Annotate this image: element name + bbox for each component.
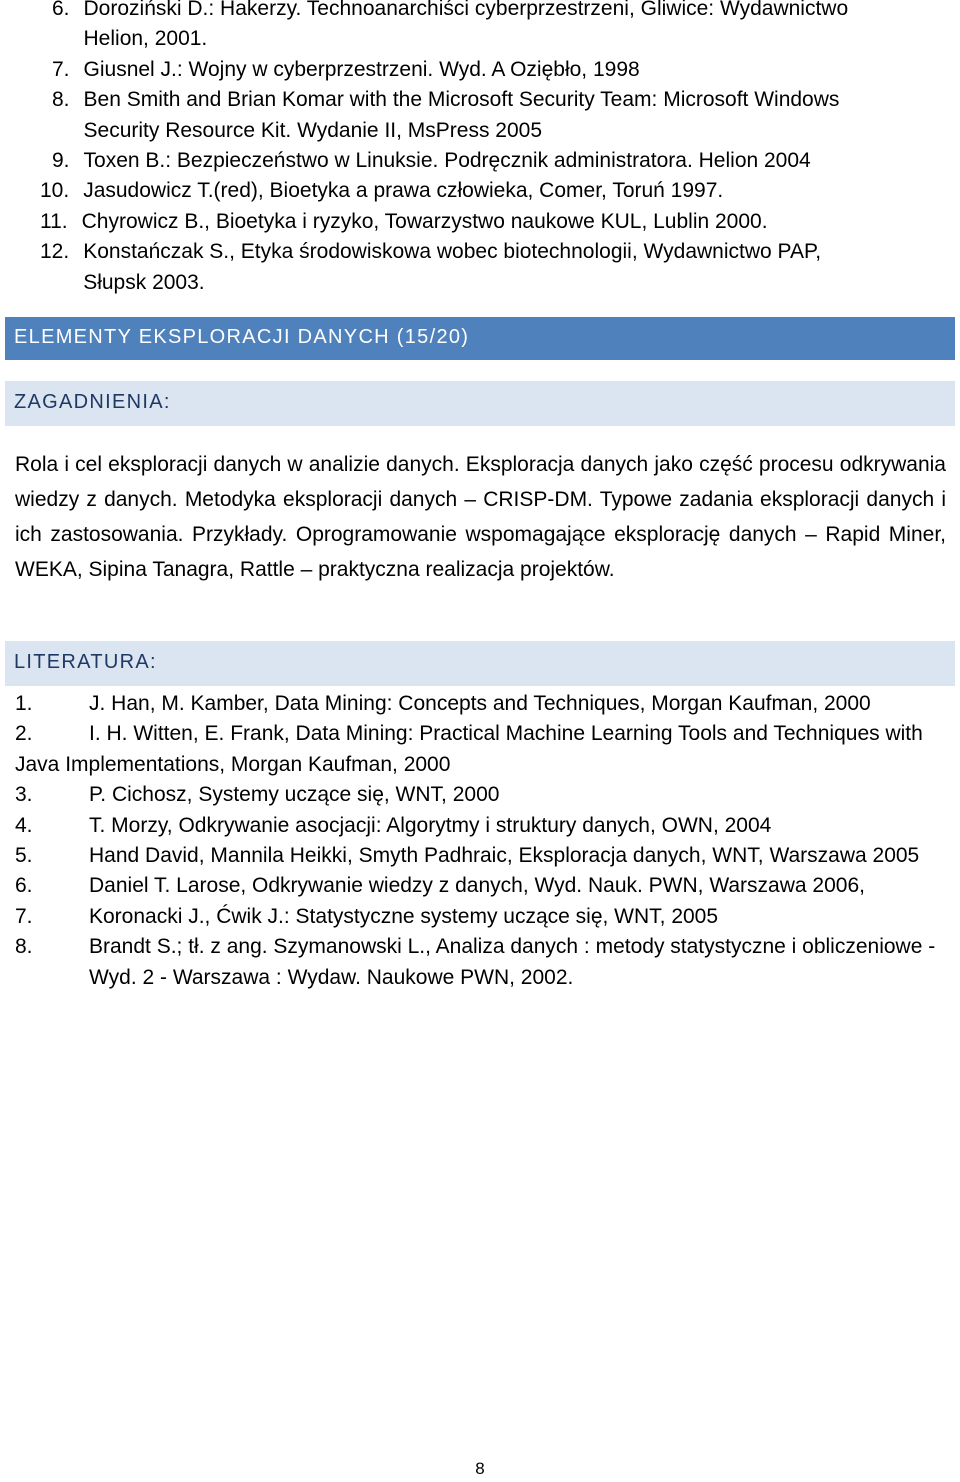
list-item [15,932,945,993]
list-item-number: 7. [15,904,33,928]
list-item-number: 3. [15,783,33,807]
list-item-number: 4. [15,813,33,837]
list-item-line: Helion, 2001. [83,27,208,51]
list-item-text: T. Morzy, Odkrywanie asocjacji: Algorytmy i struktury danych, OWN, 2004 [89,813,772,837]
topics-heading: ZAGADNIENIA: [14,391,171,413]
list-item [15,719,945,780]
list-item-line: Konstańczak S., Etyka środowiskowa wobec biotechnologii, Wydawnictwo PAP, [83,240,822,264]
list-item-line: Chyrowicz B., Bioetyka i ryzyko, Towarzystwo naukowe KUL, Lublin 2000. [81,209,768,233]
list-item-text: Daniel T. Larose, Odkrywanie wiedzy z danych, Wyd. Nauk. PWN, Warszawa 2006, [89,874,865,898]
list-item-number: 5. [15,844,33,868]
literature-heading: LITERATURA: [14,651,157,673]
list-item [15,841,945,871]
list-item-text: I. H. Witten, E. Frank, Data Mining: Practical Machine Learning Tools and Techniques with Java Implementations, Morgan Kaufman, 2000 [15,722,923,776]
literature-heading-bar [5,641,955,686]
list-item [15,811,945,841]
list-item-line: Toxen B.: Bezpieczeństwo w Linuksie. Podręcznik administratora. Helion 2004 [83,149,811,173]
section-title-bar [5,317,955,360]
page-number: 8 [475,1459,485,1478]
list-item [15,871,945,901]
list-item-number: 2. [15,722,33,746]
list-item-text: J. Han, M. Kamber, Data Mining: Concepts and Techniques, Morgan Kaufman, 2000 [89,692,871,715]
list-item [15,689,945,719]
list-item-text: Brandt S.; tł. z ang. Szymanowski L., Analiza danych : metody statystyczne i obliczeniowe - Wyd. 2 - Warszawa : Wydaw. Naukowe PWN, 2002. [89,935,936,989]
list-item-line: Ben Smith and Brian Komar with the Microsoft Security Team: Microsoft Windows [83,88,840,112]
list-item: 7. Giusnel J.: Wojny w cyberprzestrzeni. Wyd. A Oziębło, 1998 [52,55,952,85]
list-item-number: 6. [15,874,33,898]
list-item: 9. Toxen B.: Bezpieczeństwo w Linuksie. Podręcznik administratora. Helion 2004 [52,146,952,176]
list-item-text: Hand David, Mannila Heikki, Smyth Padhraic, Eksploracja danych, WNT, Warszawa 2005 [89,844,920,868]
list-item [15,902,945,932]
top-reference-list [40,0,952,298]
section-title: ELEMENTY EKSPLORACJI DANYCH (15/20) [14,326,470,348]
list-item-line: Jasudowicz T.(red), Bioetyka a prawa człowieka, Comer, Toruń 1997. [83,179,724,203]
list-item: 12. Konstańczak S., Etyka środowiskowa wobec biotechnologii, Wydawnictwo PAP, Słupsk 2003. [40,237,952,298]
topics-heading-bar [5,381,955,426]
list-item [15,780,945,810]
list-item-line: Giusnel J.: Wojny w cyberprzestrzeni. Wyd. A Oziębło, 1998 [83,57,640,81]
literature-list [15,689,945,993]
list-item: 11. Chyrowicz B., Bioetyka i ryzyko, Towarzystwo naukowe KUL, Lublin 2000. [40,207,952,237]
list-item-line: Security Resource Kit. Wydanie II, MsPress 2005 [83,118,543,142]
list-item-line: Słupsk 2003. [83,270,205,294]
list-item: 10. Jasudowicz T.(red), Bioetyka a prawa człowieka, Comer, Toruń 1997. [40,176,952,206]
list-item-line: Doroziński D.: Hakerzy. Technoanarchiści cyberprzestrzeni, Gliwice: Wydawnictwo [83,0,849,20]
list-item: 8. Ben Smith and Brian Komar with the Microsoft Security Team: Microsoft Windows Security Resource Kit. Wydanie II, MsPress 2005 [52,85,952,146]
list-item-number: 1. [15,692,33,715]
list-item-text: P. Cichosz, Systemy uczące się, WNT, 2000 [89,783,500,807]
topics-paragraph: Rola i cel eksploracji danych w analizie danych. Eksploracja danych jako część procesu odkrywania wiedzy z danych. Metodyka eksploracji danych – CRISP-DM. Typowe zadania eksploracji danych i ich zastosowania. Przykłady. Oprogramowanie wspomagające eksplorację danych – Rapid Miner, WEKA, Sipina Tanagra, Rattle – praktyczna realizacja projektów. [15,453,946,581]
list-item: 6. Doroziński D.: Hakerzy. Technoanarchiści cyberprzestrzeni, Gliwice: Wydawnictwo Helion, 2001. [52,0,952,55]
list-item-text: Koronacki J., Ćwik J.: Statystyczne systemy uczące się, WNT, 2005 [89,904,719,928]
list-item-number: 8. [15,935,33,959]
